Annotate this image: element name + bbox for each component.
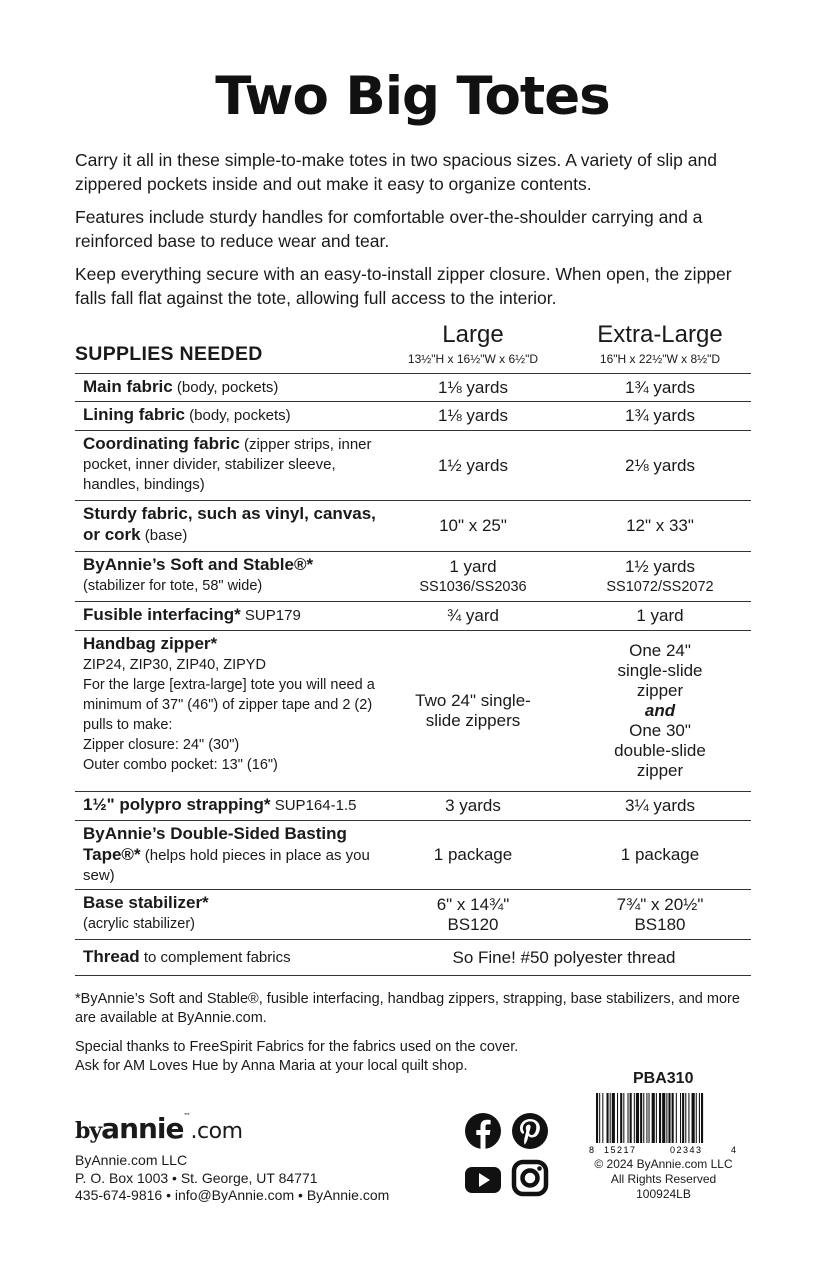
table-row <box>75 631 751 792</box>
xl-size-dims: 16"H x 22½"W x 8½"D <box>599 352 721 366</box>
table-row <box>75 821 751 890</box>
xl-value: One 24" single-slide zipper <box>617 641 703 700</box>
item-note: SUP164-1.5 <box>270 797 357 814</box>
large-value: 1⅛ yards <box>438 377 508 397</box>
xl-value: 1¾ yards <box>625 406 695 425</box>
item-note: (body, pockets) <box>172 379 279 396</box>
xl-value: One 30" double-slide zipper <box>614 721 706 780</box>
item-note: (acrylic stabilizer) <box>83 916 195 932</box>
large-value: 1⅛ yards <box>438 406 508 425</box>
large-column-header <box>377 321 569 366</box>
footnote: Ask for AM Loves Hue by Anna Maria at your local quilt shop. <box>75 1058 468 1074</box>
xl-value: 1 yard <box>636 606 684 625</box>
barcode-digit-first: 8 <box>589 1145 595 1155</box>
zipper-codes: ZIP24, ZIP30, ZIP40, ZIPYD <box>83 657 266 673</box>
item-name: Thread <box>83 946 140 966</box>
logo-tm: ™ <box>183 1112 191 1120</box>
xl-value: 1½ yards <box>625 556 695 576</box>
item-note: (zipper strips, inner pocket, inner divider, stabilizer sleeve, handles, bindings) <box>83 436 372 493</box>
item-name: Main fabric <box>83 377 173 396</box>
large-value: 1½ yards <box>438 455 508 475</box>
company-name: ByAnnie.com LLC <box>75 1152 188 1168</box>
barcode-digit-last: 4 <box>731 1145 737 1155</box>
large-value: 6" x 14¾" <box>436 894 510 914</box>
barcode-digits-right: 02343 <box>670 1145 703 1155</box>
barcode-bar <box>623 1093 624 1143</box>
barcode-bar <box>636 1093 639 1143</box>
barcode-bar <box>630 1093 632 1143</box>
zipper-detail: For the large [extra-large] tote you will need a minimum of 37" (46") of zipper tape and 2 (2) pulls to make: <box>83 677 375 733</box>
item-name: ByAnnie’s Double-Sided Basting Tape®* <box>83 824 347 864</box>
table-row <box>75 501 751 552</box>
xl-value: 3¼ yards <box>625 796 695 815</box>
barcode-bar <box>602 1093 603 1143</box>
supplies-table <box>75 316 751 976</box>
xl-value: 1¾ yards <box>625 377 695 397</box>
barcode-bar <box>617 1093 618 1143</box>
zipper-detail: Outer combo pocket: 13" (16") <box>83 757 278 773</box>
barcode-bar <box>666 1093 667 1143</box>
item-name: ByAnnie’s Soft and Stable®* <box>83 555 314 574</box>
footnote: *ByAnnie’s Soft and Stable®, fusible interfacing, handbag zippers, strapping, base stabilizers, and more are available at ByAnnie.com. <box>75 991 740 1026</box>
rights: All Rights Reserved <box>610 1172 717 1186</box>
item-note: SUP179 <box>240 607 301 624</box>
barcode-bar <box>599 1093 600 1143</box>
item-note: (body, pockets) <box>185 407 291 424</box>
copyright-block <box>586 1157 741 1202</box>
xl-size-name: Extra-Large <box>597 321 723 348</box>
barcode-bars <box>596 1093 703 1143</box>
barcode-bar <box>668 1093 670 1143</box>
large-code: SS1036/SS2036 <box>419 578 527 595</box>
barcode-bar <box>701 1093 703 1143</box>
barcode-bar <box>688 1093 689 1143</box>
product-code: PBA310 <box>633 1070 694 1087</box>
item-note: (helps hold pieces in place as you sew) <box>83 847 370 884</box>
barcode-bar <box>662 1093 665 1143</box>
table-row <box>75 431 751 501</box>
pinterest-icon[interactable] <box>512 1113 548 1149</box>
barcode-bar <box>696 1093 697 1143</box>
barcode-bar <box>676 1093 677 1143</box>
youtube-icon[interactable] <box>465 1167 501 1193</box>
item-name: Fusible interfacing* <box>83 605 241 624</box>
barcode-bar <box>659 1093 661 1143</box>
item-name: Base stabilizer* <box>83 893 209 912</box>
logo-com: .com <box>190 1119 243 1144</box>
barcode-bar <box>607 1093 609 1143</box>
item-name: Coordinating fabric <box>83 434 240 453</box>
barcode-bar <box>680 1093 681 1143</box>
instagram-icon[interactable] <box>514 1162 546 1194</box>
byannie-logo <box>75 1112 243 1145</box>
item-note: (base) <box>140 527 188 544</box>
barcode-bar <box>610 1093 611 1143</box>
intro-paragraph: Keep everything secure with an easy-to-install zipper closure. When open, the zipper falls fall flat against the tote, allowing full access to the interior. <box>75 264 732 308</box>
intro-paragraph: Features include sturdy handles for comfortable over-the-shoulder carrying and a reinforced base to reduce wear and tear. <box>75 207 703 251</box>
copyright: © 2024 ByAnnie.com LLC <box>594 1157 733 1171</box>
barcode-bar <box>612 1093 615 1143</box>
xl-code: BS180 <box>634 914 686 934</box>
large-size-name: Large <box>442 321 504 348</box>
barcode-bar <box>672 1093 674 1143</box>
table-row <box>75 940 751 976</box>
logo-annie: annie <box>101 1112 184 1145</box>
xl-value: 1 package <box>620 845 700 864</box>
barcode-bar <box>692 1093 695 1143</box>
large-value: 1 package <box>433 845 513 864</box>
large-value: 3 yards <box>445 796 501 815</box>
barcode-bar <box>628 1093 629 1143</box>
table-row <box>75 552 751 602</box>
zipper-detail: Zipper closure: 24" (30") <box>83 737 240 753</box>
facebook-icon[interactable] <box>465 1113 501 1149</box>
both-value: So Fine! #50 polyester thread <box>452 947 676 967</box>
large-value: 10" x 25" <box>439 516 507 535</box>
table-row <box>75 374 751 402</box>
barcode-bar <box>634 1093 635 1143</box>
logo-by: by <box>75 1118 102 1144</box>
footnote: Special thanks to FreeSpirit Fabrics for the fabrics used on the cover. <box>75 1039 519 1055</box>
barcode <box>588 1093 738 1155</box>
intro-text <box>75 148 755 319</box>
barcode-bar <box>620 1093 622 1143</box>
xl-value: 2⅛ yards <box>625 455 695 475</box>
xl-value: 12" x 33" <box>626 516 694 535</box>
large-size-dims: 13½"H x 16½"W x 6½"D <box>407 352 539 366</box>
item-name: Handbag zipper* <box>83 634 218 653</box>
barcode-bar <box>646 1093 647 1143</box>
large-value: 1 yard <box>449 556 497 576</box>
item-name: Sturdy fabric, such as vinyl, canvas, or cork <box>83 504 376 544</box>
large-value: Two 24" single-slide zippers <box>415 691 531 730</box>
phone-email-web: 435-674-9816 • info@ByAnnie.com • ByAnnie.com <box>75 1187 390 1203</box>
large-value: ¾ yard <box>447 606 499 625</box>
xl-and: and <box>644 701 676 720</box>
barcode-bar <box>640 1093 642 1143</box>
barcode-digits-left: 15217 <box>604 1145 637 1155</box>
barcode-bar <box>682 1093 684 1143</box>
barcode-bar <box>685 1093 686 1143</box>
social-icons <box>463 1111 553 1201</box>
table-row <box>75 792 751 821</box>
supplies-heading: SUPPLIES NEEDED <box>75 343 263 365</box>
supplies-header <box>75 316 751 374</box>
barcode-bar <box>643 1093 644 1143</box>
xl-code: SS1072/SS2072 <box>606 578 714 595</box>
table-row <box>75 602 751 631</box>
address: P. O. Box 1003 • St. George, UT 84771 <box>75 1169 318 1186</box>
print-code: 100924LB <box>636 1187 691 1201</box>
large-code: BS120 <box>447 914 499 934</box>
item-note: (stabilizer for tote, 58" wide) <box>83 578 263 594</box>
item-name: Lining fabric <box>83 405 185 424</box>
barcode-bar <box>649 1093 650 1143</box>
barcode-bar <box>699 1093 700 1143</box>
intro-paragraph: Carry it all in these simple-to-make totes in two spacious sizes. A variety of slip and zippered pockets inside and out make it easy to organize contents. <box>75 150 717 194</box>
item-name: 1½" polypro strapping* <box>83 795 271 814</box>
barcode-bar <box>596 1093 598 1143</box>
table-row <box>75 890 751 940</box>
contact-info <box>75 1152 389 1205</box>
xl-column-header <box>569 321 751 366</box>
barcode-bar <box>656 1093 657 1143</box>
barcode-bar <box>652 1093 655 1143</box>
xl-value: 7¾" x 20½" <box>616 894 704 914</box>
item-note: to complement fabrics <box>139 948 291 966</box>
page-title: Two Big Totes <box>215 66 610 127</box>
table-row <box>75 402 751 431</box>
